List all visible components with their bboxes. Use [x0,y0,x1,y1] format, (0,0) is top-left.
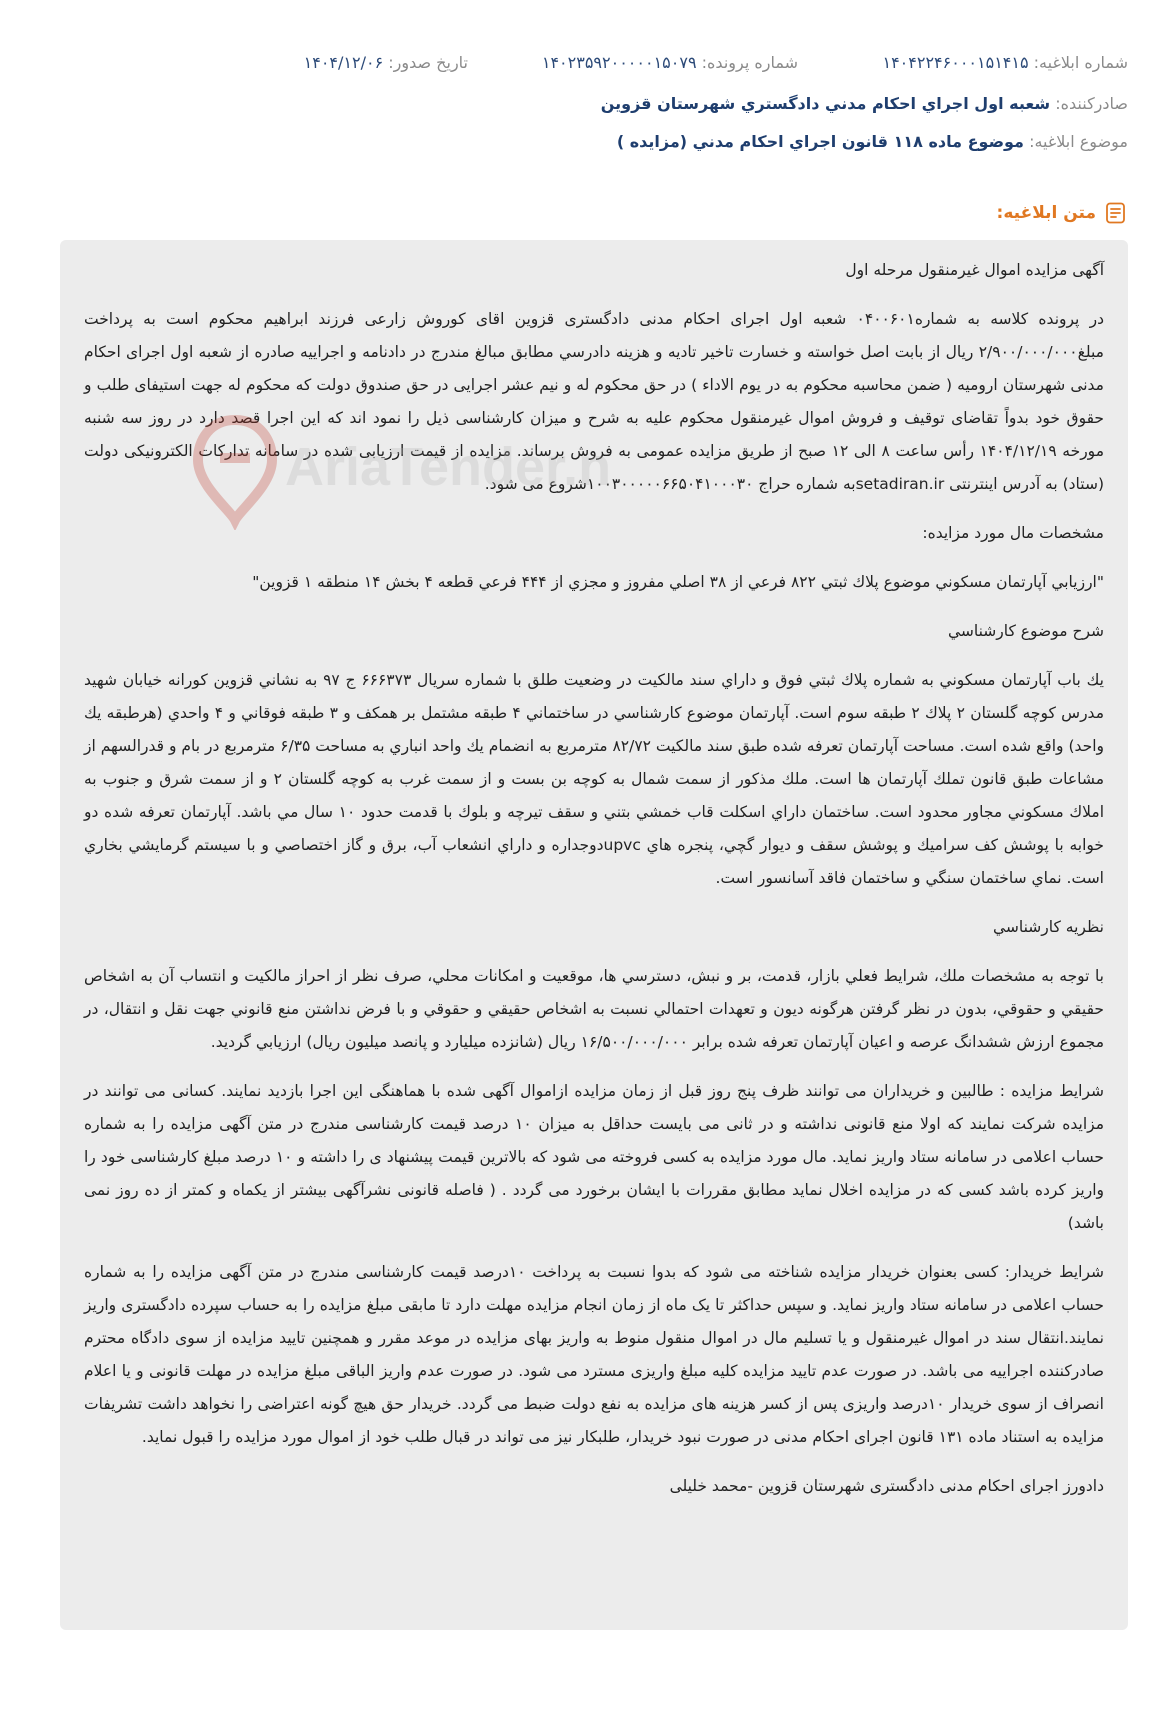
expert-opinion: با توجه به مشخصات ملك، شرايط فعلي بازار، قدمت، بر و نبش، دسترسي ها، موقعيت و امكانات محلي، صرف نظر از احراز مالكيت و انتساب آن به اشخاص حقيقي و حقوقي، بدون در نظر گرفتن هرگونه ديون و تعهدات احتمالي نسبت به اشخاص حقيقي و حقوقي و با فرض نداشتن منع قانوني جهت نقل و انتقال، در مجموع ارزش ششدانگ عرصه و اعيان آپارتمان تعرفه شده برابر ۱۶/۵۰۰/۰۰۰/۰۰۰ ريال (شانزده ميليارد و پانصد ميليون ريال) ارزيابي گرديد. [84,967,1104,1051]
expert-opinion-heading: نظريه كارشناسي [992,918,1104,936]
notice-text-title: متن ابلاغیه: [996,203,1096,223]
property-spec-heading: مشخصات مال مورد مزایده: [922,524,1104,542]
auction-conditions: شرایط مزایده : طالبین و خریداران می توانند ظرف پنج روز قبل از زمان مزایده ازاموال آگهی شده با هماهنگی این اجرا بازدید نمایند. کسانی می توانند در مزایده شرکت نمایند که اولا منع قانونی نداشته و در ثانی می بایست حداقل به میزان ۱۰ درصد قیمت کارشناسی مندرج در متن آگهی مزایده را به شماره حساب اعلامی در سامانه ستاد واریز نماید. مال مورد مزایده به کسی فروخته می شود که بالاترین قیمت پیشنهاد ی را داشته و ۱۰ درصد مبلغ کارشناسی خود را واریز کرده باشد کسی که در مزایده اخلال نماید مطابق مقررات با ایشان برخورد می گردد . ( فاصله قانونی نشرآگهی بیشتر از یکماه و کمتر از ده روز نمی باشد) [84,1082,1104,1232]
issue-date-label: تاریخ صدور: [388,53,468,72]
notice-body [60,240,1128,1630]
notice-text-heading [997,198,1128,228]
issuer-row [46,89,1128,119]
auction-title: آگهی مزایده اموال غیرمنقول مرحله اول [845,261,1104,279]
issuer-value: شعبه اول اجراي احكام مدني دادگستري شهرستان قزوين [600,94,1051,113]
signature-line: دادورز اجرای احکام مدنی دادگستری شهرستان قزوین -محمد خلیلی [669,1477,1104,1495]
property-spec: "ارزيابي آپارتمان مسكوني موضوع پلاك ثبتي ۸۲۲ فرعي از ۳۸ اصلي مفروز و مجزي از ۴۴۴ فرعي قطعه ۴ بخش ۱۴ منطقه ۱ قزوين" [252,573,1104,591]
buyer-conditions: شرایط خریدار: کسی بعنوان خریدار مزایده شناخته می شود که بدوا نسبت به پرداخت ۱۰درصد قیمت کارشناسی مندرج در متن آگهی مزایده را به شماره حساب اعلامی در سامانه ستاد واریز نماید. و سپس حداکثر تا یک ماه از زمان انجام مزایده مهلت دارد تا مابقی مبلغ مزایده را به حساب سپرده دادگستری واریز نمایند.انتقال سند در اموال غیرمنقول و یا تسلیم مال در اموال منقول منوط به واریز بهای مزایده در موعد مقرر و همچنین تایید مزایده از سوی دادگاه محترم صادرکننده اجراییه می باشد. در صورت عدم تایید مزایده کلیه مبلغ واریزی مسترد می شود. در صورت عدم واریز الباقی مبلغ مزایده در مهلت قانونی و یا اعلام انصراف از سوی خریدار ۱۰درصد واریزی پس از کسر هزینه های مزایده به نفع دولت ضبط می گردد. خریدار حق هیچ گونه اعتراضی را نخواهد داشت تشریفات مزایده به استناد ماده ۱۳۱ قانون اجرای احکام مدنی در صورت نبود خریدار، طلبکار نیز می تواند در قبال طلب خود از اموال مورد مزایده را قبول نماید. [84,1263,1104,1446]
subject-value: موضوع ماده ۱۱۸ قانون اجراي احكام مدني (مزايده ) [616,132,1024,151]
header-ids-row [46,48,1128,78]
issue-date [304,48,468,78]
subject-row [46,127,1128,157]
expert-description-heading: شرح موضوع كارشناسي [947,622,1104,640]
notice-number-label: شماره ابلاغیه: [1033,53,1128,72]
expert-description: يك باب آپارتمان مسكوني به شماره پلاك ثبتي فوق و داراي سند مالكيت در وضعيت طلق با شماره سريال ۶۶۶۳۷۳ ج ۹۷ به نشاني قزوين كورانه خيابان شهيد مدرس كوچه گلستان ۲ پلاك ۲ طبقه سوم است. آپارتمان موضوع كارشناسي در ساختماني ۴ طبقه مشتمل بر همكف و ۳ طبقه فوقاني و ۴ واحدي (هرطبقه يك واحد) واقع شده است. مساحت آپارتمان تعرفه شده طبق سند مالكيت ۸۲/۷۲ مترمربع به انضمام يك واحد انباري به مساحت ۶/۳۵ مترمربع در بام و قدرالسهم از مشاعات طبق قانون تملك آپارتمان ها است. ملك مذكور از سمت شمال به كوچه بن بست و از سمت غرب به كوچه گلستان ۲ و از سمت شرق و جنوب به املاك مسكوني مجاور محدود است. ساختمان داراي اسكلت قاب خمشي بتني و سقف تيرچه و بلوك با قدمت حدود ۱۰ سال مي باشد. آپارتمان تعرفه شده دو خوابه با پوشش كف سراميك و پوشش سقف و ديوار گچي، پنجره هاي upvcدوجداره و داراي انشعاب آب، برق و گاز اختصاصي و با سيستم گرمايشي بخاري است. نماي ساختمان سنگي و ساختمان فاقد آسانسور است. [84,671,1104,887]
document-text-icon [1104,201,1128,225]
case-number-label: شماره پرونده: [701,53,798,72]
issue-date-value: ۱۴۰۴/۱۲/۰۶ [303,53,384,72]
watermark-text: AriaTender.n [285,437,610,497]
issuer-label: صادرکننده: [1055,94,1128,113]
subject-label: موضوع ابلاغیه: [1029,132,1128,151]
case-number [542,48,798,78]
notice-number-value: ۱۴۰۴۲۲۴۶۰۰۰۱۵۱۴۱۵ [882,53,1029,72]
case-number-value: ۱۴۰۲۳۵۹۲۰۰۰۰۰۱۵۰۷۹ [541,53,697,72]
case-paragraph: در پرونده کلاسه به شماره۰۴۰۰۶۰۱ شعبه اول اجرای احکام مدنی دادگستری قزوین اقای کوروش زارعی فرزند ابراهیم محکوم است به پرداخت مبلغ۲/۹۰۰/۰۰۰/۰۰۰ ریال از بابت اصل خواسته و خسارت تاخیر تادیه و هزینه دادرسي مطابق مبالغ مندرج در دادنامه و اجراییه صادره از شعبه اول اجرای احکام مدنی شهرستان ارومیه ( ضمن محاسبه محکوم به در یوم الاداء ) در حق محکوم له و نیم عشر اجرایی در حق صندوق دولت که محکوم له جهت استیفای طلب و حقوق خود بدواً تقاضای توقیف و فروش اموال غیرمنقول محکوم علیه به شرح و میزان کارشناسی ذیل را نمود اند که این اجرا قصد دارد در روز سه شنبه مورخه ۱۴۰۴/۱۲/۱۹ رأس ساعت ۸ الی ۱۲ صبح از طریق مزایده عمومی به فروش برساند. مزایده از قیمت ارزیابی شده در سامانه تدارکات الکترونیکی دولت (ستاد) به آدرس اینترنتی setadiran.irبه شماره حراج ۱۰۰۳۰۰۰۰۰۶۶۵۰۴۱۰۰۰۳۰شروع می شود. [84,310,1105,493]
notice-number [882,48,1128,78]
